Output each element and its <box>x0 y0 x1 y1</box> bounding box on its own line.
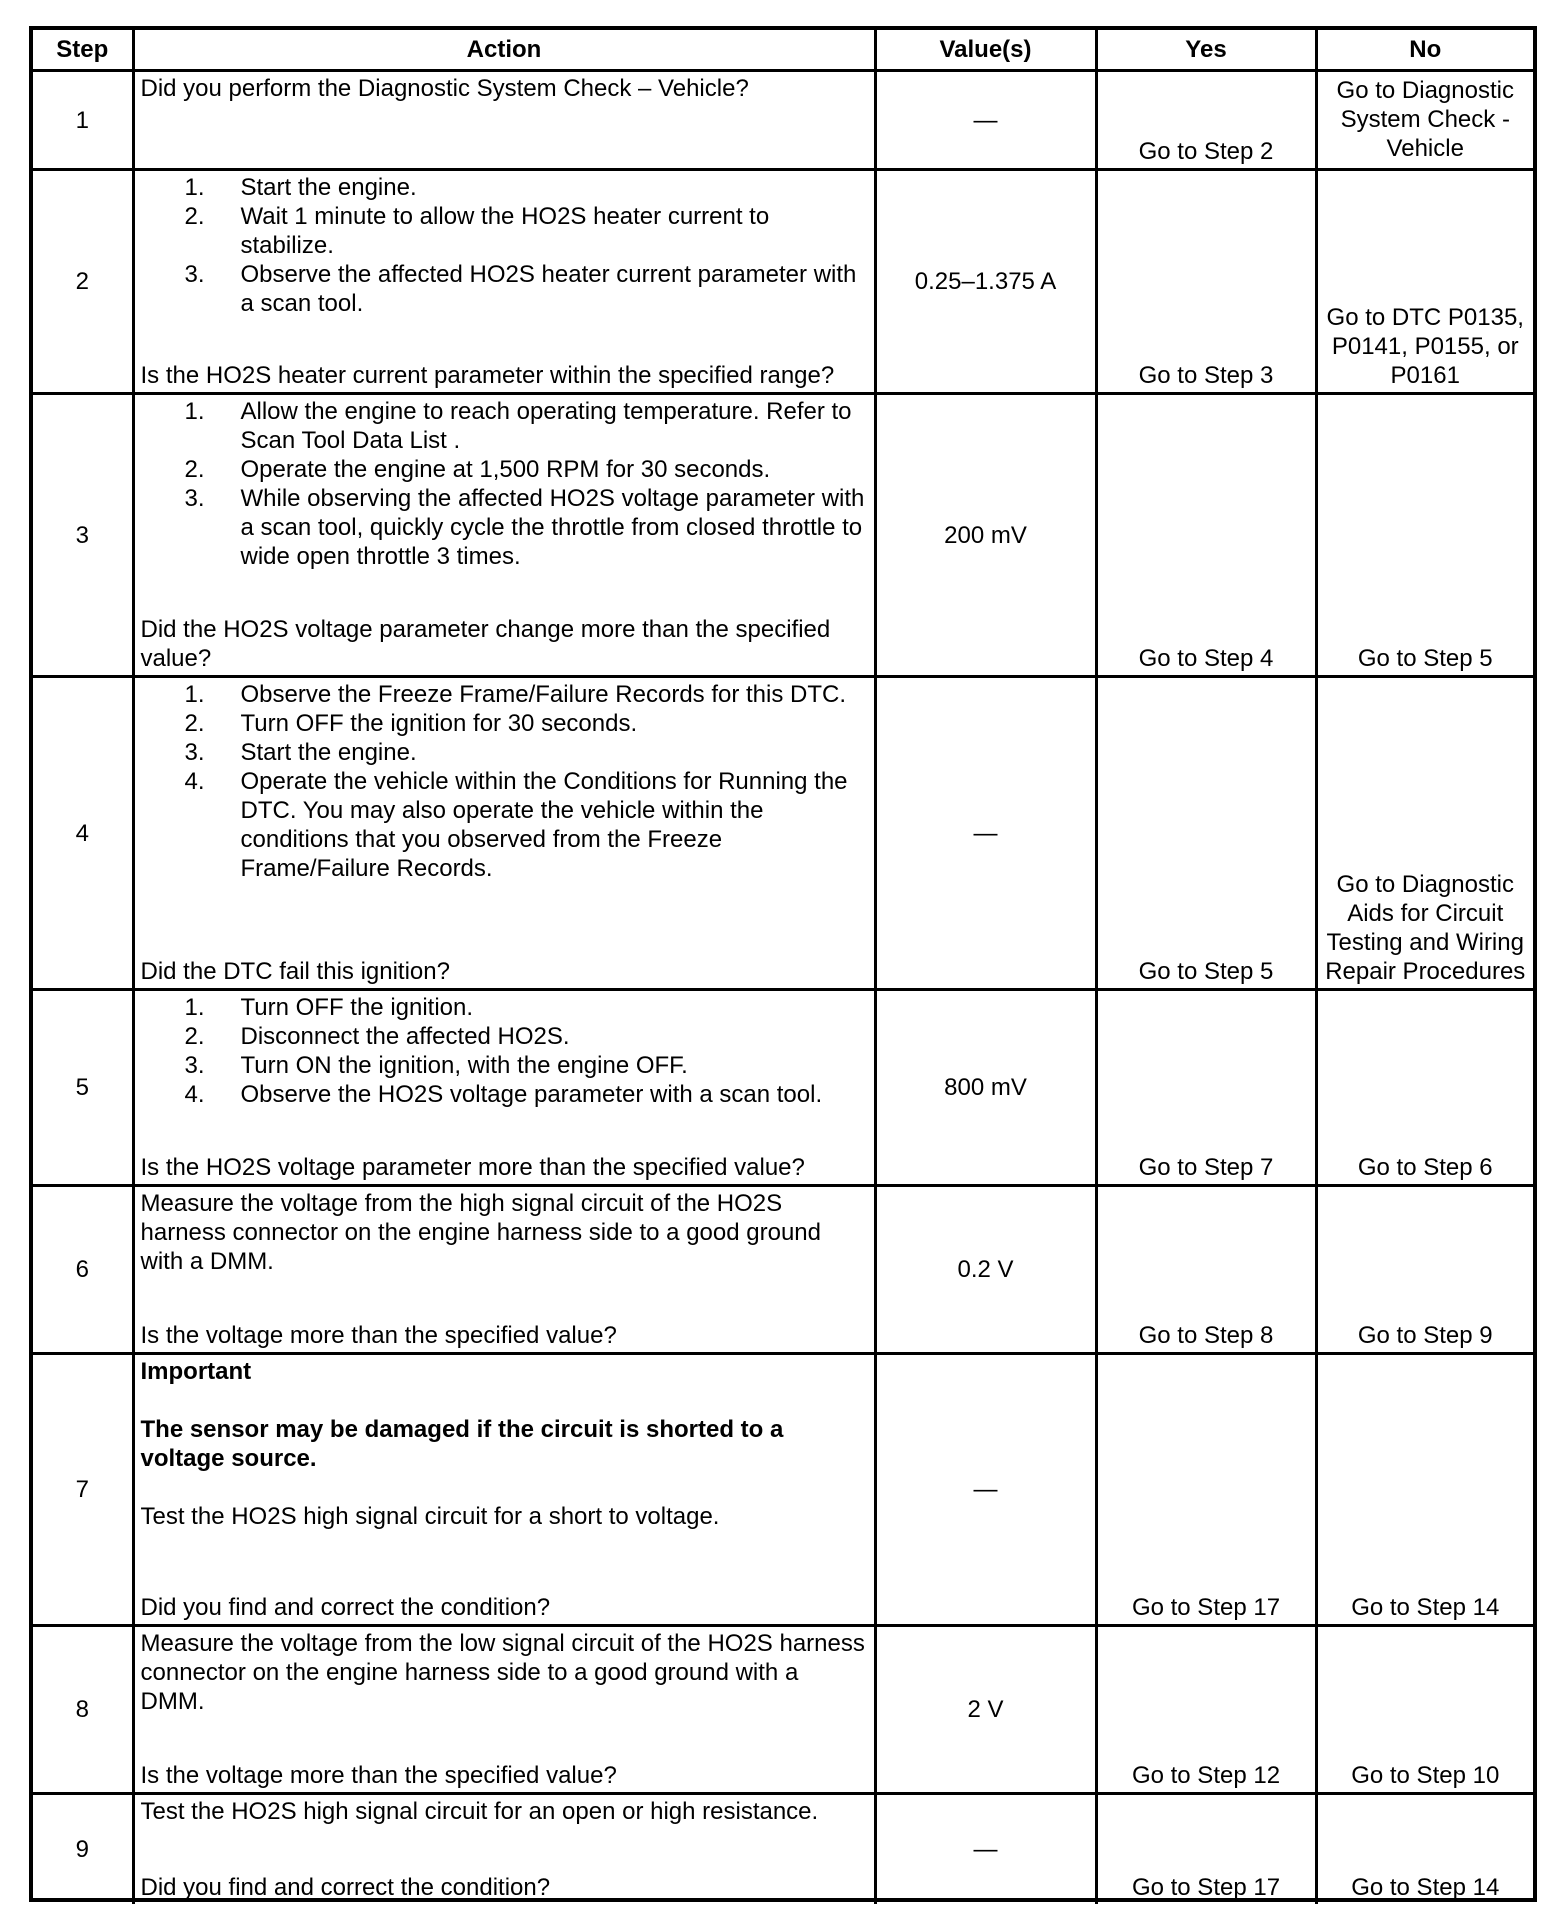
value-cell: 0.2 V <box>875 1186 1096 1354</box>
value-cell: 2 V <box>875 1626 1096 1794</box>
action-step: 3. Start the engine. <box>184 739 417 766</box>
action-steps <box>141 397 868 571</box>
step-number: 9 <box>33 1794 133 1904</box>
step-number: 6 <box>33 1186 133 1354</box>
diagnostic-table <box>33 30 1533 1904</box>
action-step: 3. While observing the affected HO2S voltage parameter with a scan tool, quickly cycle the throttle from closed throttle to wide open throttle 3 times. <box>184 485 865 570</box>
value-cell: — <box>875 677 1096 990</box>
header-no: No <box>1316 30 1533 71</box>
yes-link[interactable]: Go to Step 17 <box>1096 1354 1316 1626</box>
warning-text: The sensor may be damaged if the circuit is shorted to a voltage source. <box>140 1416 784 1472</box>
value-cell: 200 mV <box>875 394 1096 677</box>
no-link[interactable]: Go to DTC P0135, P0141, P0155, or P0161 <box>1316 170 1533 394</box>
yes-link[interactable]: Go to Step 2 <box>1096 71 1316 170</box>
action-cell <box>133 1186 875 1354</box>
action-steps <box>141 680 868 883</box>
no-link[interactable]: Go to Diagnostic Aids for Circuit Testing and Wiring Repair Procedures <box>1316 677 1533 990</box>
table-row <box>33 71 1533 170</box>
step-number: 3 <box>33 394 133 677</box>
header-values: Value(s) <box>875 30 1096 71</box>
action-step: 3. Observe the affected HO2S heater current parameter with a scan tool. <box>184 261 857 317</box>
yes-link[interactable]: Go to Step 3 <box>1096 170 1316 394</box>
action-intro: Measure the voltage from the low signal circuit of the HO2S harness connector on the engine harness side to a good ground with a DMM. <box>140 1630 865 1715</box>
action-cell <box>133 71 875 170</box>
table-row <box>33 1186 1533 1354</box>
no-link[interactable]: Go to Step 6 <box>1316 990 1533 1186</box>
action-step: 1. Turn OFF the ignition. <box>184 994 474 1021</box>
action-step: 1. Start the engine. <box>184 174 417 201</box>
action-question: Did you find and correct the condition? <box>140 1594 551 1621</box>
action-intro: Test the HO2S high signal circuit for an open or high resistance. <box>140 1798 819 1825</box>
header-row <box>33 30 1533 71</box>
action-question: Is the voltage more than the specified value? <box>140 1762 617 1789</box>
no-link[interactable]: Go to Step 5 <box>1316 394 1533 677</box>
step-number: 2 <box>33 170 133 394</box>
no-link[interactable]: Go to Step 9 <box>1316 1186 1533 1354</box>
action-cell <box>133 1626 875 1794</box>
action-cell <box>133 677 875 990</box>
action-step: 1. Observe the Freeze Frame/Failure Records for this DTC. <box>184 681 847 708</box>
yes-link[interactable]: Go to Step 4 <box>1096 394 1316 677</box>
action-question: Is the HO2S heater current parameter within the specified range? <box>140 362 835 389</box>
action-cell <box>133 170 875 394</box>
action-step: 2. Turn OFF the ignition for 30 seconds. <box>184 710 638 737</box>
action-cell <box>133 1794 875 1904</box>
value-cell: 0.25–1.375 A <box>875 170 1096 394</box>
important-heading: Important <box>140 1358 252 1385</box>
no-link[interactable]: Go to Step 14 <box>1316 1354 1533 1626</box>
header-action: Action <box>133 30 875 71</box>
action-cell <box>133 394 875 677</box>
step-number: 8 <box>33 1626 133 1794</box>
action-step: 2. Disconnect the affected HO2S. <box>184 1023 570 1050</box>
diagnostic-table-frame <box>29 26 1537 1902</box>
action-question: Is the voltage more than the specified value? <box>140 1322 617 1349</box>
header-step: Step <box>33 30 133 71</box>
action-intro: Measure the voltage from the high signal circuit of the HO2S harness connector on the engine harness side to a good ground with a DMM. <box>140 1190 821 1275</box>
action-step: 1. Allow the engine to reach operating temperature. Refer to Scan Tool Data List . <box>184 398 852 454</box>
action-steps <box>141 993 868 1109</box>
value-cell: 800 mV <box>875 990 1096 1186</box>
yes-link[interactable]: Go to Step 8 <box>1096 1186 1316 1354</box>
value-cell: — <box>875 1354 1096 1626</box>
action-step: 2. Operate the engine at 1,500 RPM for 30 seconds. <box>184 456 771 483</box>
value-cell: — <box>875 71 1096 170</box>
value-cell: — <box>875 1794 1096 1904</box>
no-link[interactable]: Go to Step 10 <box>1316 1626 1533 1794</box>
action-step: 4. Observe the HO2S voltage parameter with a scan tool. <box>184 1081 823 1108</box>
table-row <box>33 170 1533 394</box>
action-question: Did you find and correct the condition? <box>140 1873 551 1901</box>
action-step: 2. Wait 1 minute to allow the HO2S heater current to stabilize. <box>184 203 770 259</box>
table-row <box>33 1794 1533 1904</box>
table-row <box>33 394 1533 677</box>
action-question: Is the HO2S voltage parameter more than the specified value? <box>140 1154 805 1181</box>
action-cell <box>133 1354 875 1626</box>
yes-link[interactable]: Go to Step 5 <box>1096 677 1316 990</box>
yes-link[interactable]: Go to Step 12 <box>1096 1626 1316 1794</box>
yes-link[interactable]: Go to Step 17 <box>1096 1794 1316 1904</box>
action-cell <box>133 990 875 1186</box>
table-row <box>33 1626 1533 1794</box>
table-row <box>33 990 1533 1186</box>
action-step: 3. Turn ON the ignition, with the engine OFF. <box>184 1052 688 1079</box>
header-yes: Yes <box>1096 30 1316 71</box>
action-question: Did the HO2S voltage parameter change more than the specified value? <box>140 616 831 672</box>
step-number: 1 <box>33 71 133 170</box>
action-step: 4. Operate the vehicle within the Conditions for Running the DTC. You may also operate the vehicle within the conditions that you observed from the Freeze Frame/Failure Records. <box>184 768 848 882</box>
action-intro: Did you perform the Diagnostic System Check – Vehicle? <box>140 75 749 102</box>
yes-link[interactable]: Go to Step 7 <box>1096 990 1316 1186</box>
action-steps <box>141 173 868 318</box>
table-row <box>33 677 1533 990</box>
step-number: 4 <box>33 677 133 990</box>
action-intro: Test the HO2S high signal circuit for a short to voltage. <box>140 1503 720 1530</box>
action-question: Did the DTC fail this ignition? <box>140 958 450 985</box>
table-row <box>33 1354 1533 1626</box>
no-link[interactable]: Go to Step 14 <box>1316 1794 1533 1904</box>
no-link[interactable]: Go to Diagnostic System Check - Vehicle <box>1316 71 1533 170</box>
step-number: 7 <box>33 1354 133 1626</box>
step-number: 5 <box>33 990 133 1186</box>
